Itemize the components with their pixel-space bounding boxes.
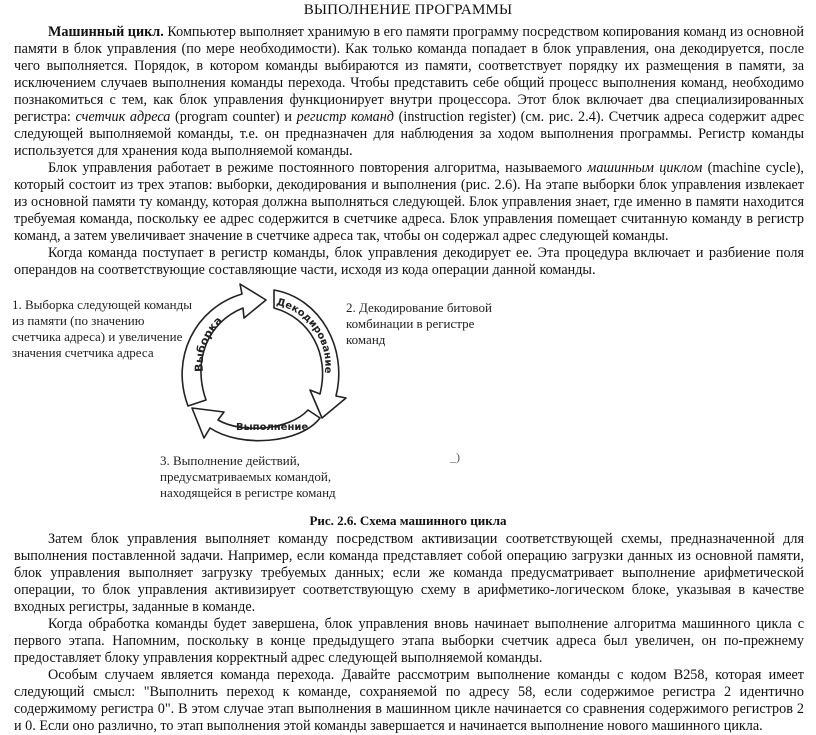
text-run: (instruction register) (см. рис. 2.4). Счетчик адреса содержит адрес следующей выполняемой команды, т.е. он предназначен для наблюдения за ходом выполнения программы. Регистр команды используется для хранения кода выполняемой команды. <box>14 109 804 159</box>
paragraph: Особым случаем является команда перехода. Давайте рассмотрим выполнение команды с кодом B258, которая имеет следующий смысл: "Выполнить переход к команде, сохраняемой по адресу 58, если содержимое регистра 2 идентично содержимому регистра 0". В этом случае этап выполнения в машинном цикле начинается со сравнения содержимого регистров 2 и 0. Если оно различно, то этап выполнения этой команды завершается и начинается выполнение нового машинного цикла. <box>14 667 804 734</box>
fetch-arrow-label: Выборка <box>192 313 225 373</box>
text-run: Компьютер выполняет хранимую в его памяти программу посредством копирования команд из основной памяти в блок управления (по мере необходимости). Как только команда попадает в блок управления, она декодируется, после чего выполняется. Порядок, в котором команды выбираются из памяти, соответствует порядку их размещения в памяти, за исключением случаев выполнения команды перехода. Чтобы представить себе общий процесс выполнения команд, необходимо познакомиться с тем, как блок управления функционирует внутри процессора. Этот блок включает два специализированных регистра: <box>14 24 804 125</box>
figure-label-execute: 3. Выполнение действий, предусматриваемых командой, находящейся в регистре команд <box>160 453 336 500</box>
paragraph: Затем блок управления выполняет команду посредством активизации соответствующей схемы, предназначенной для выполнения поставленной задачи. Например, если команда представляет собой операцию загрузки данных из основной памяти, блок управления выполняет загрузку требуемых данных; если же команда предусматривает выполнение арифметической операции, то блок управления активизирует соответствующую схему в арифметико-логическом блоке, указывая в качестве входных регистры, заданные в команде. <box>14 531 804 615</box>
term-machine-cycle: машинным циклом <box>587 160 703 176</box>
term-program-counter: счетчик адреса <box>75 109 171 125</box>
machine-cycle-diagram <box>170 278 350 448</box>
body-text-bottom <box>14 531 804 735</box>
body-text-top <box>14 24 804 279</box>
figure-label-decode: 2. Декодирование битовой комбинации в регистре команд <box>346 300 492 347</box>
text-run: Блок управления работает в режиме постоянного повторения алгоритма, называемого <box>48 160 588 176</box>
paragraph <box>14 160 804 245</box>
figure-label-fetch: 1. Выборка следующей команды из памяти (по значению счетчика адреса) и увеличение значения счетчика адреса <box>12 297 192 360</box>
section-lead: Машинный цикл. <box>48 24 164 40</box>
decode-arrow-label: Декодирование <box>275 296 334 374</box>
paragraph: Когда команда поступает в регистр команды, блок управления декодирует ее. Эта процедура включает и разбиение поля операндов на соответствующие составляющие части, исходя из кода операции данной команды. <box>14 245 804 278</box>
figure-caption: Рис. 2.6. Схема машинного цикла <box>309 513 507 528</box>
paragraph <box>14 24 804 160</box>
paragraph: Когда обработка команды будет завершена, блок управления вновь начинает выполнение алгоритма машинного цикла с первого этапа. Напомним, поскольку в конце предыдущего этапа выборки счетчик адреса был увеличен, он по-прежнему предоставляет блоку управления корректный адрес следующей выполняемой команды. <box>14 616 804 666</box>
execute-arrow-label: Выполнение <box>236 422 309 433</box>
fetch-arrow <box>182 284 266 406</box>
text-run: (machine cycle), который состоит из трех этапов: выборки, декодирования и выполнения (рис. 2.6). На этапе выборки блок управления извлекает из основной памяти ту команду, которая должна выполняться следующей. Блок управления знает, где именно в памяти находится требуемая команда, поскольку ее адрес содержится в счетчике адреса. Блок управления помещает считанную команду в регистр команд, а затем увеличивает значение в счетчике адреса так, чтобы он содержал адрес следующей команды. <box>14 160 804 244</box>
stray-mark: _) <box>450 450 460 464</box>
page-title: ВЫПОЛНЕНИЕ ПРОГРАММЫ <box>303 2 513 18</box>
text-run: (program counter) и <box>170 109 297 125</box>
term-instruction-register: регистр команд <box>296 109 394 125</box>
